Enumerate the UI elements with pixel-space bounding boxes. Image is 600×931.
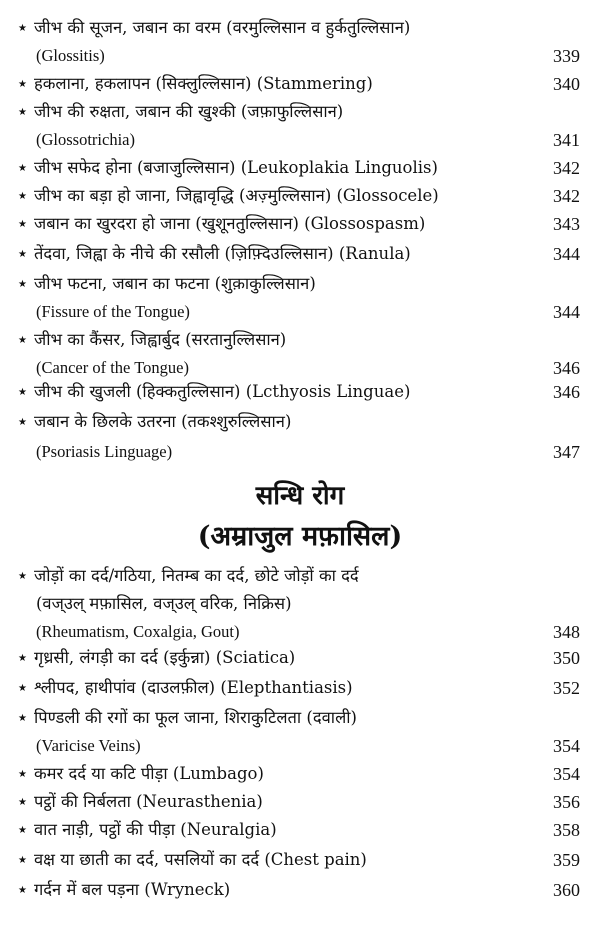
page-number: 352 bbox=[553, 678, 580, 698]
entry-title: गृध्रसी, लंगड़ी का दर्द (इर्कुन्ना) (Sciatica) bbox=[34, 648, 296, 667]
page-number: 340 bbox=[553, 74, 580, 94]
toc-entry-sciatica bbox=[18, 648, 580, 676]
star-bullet-icon: ★ bbox=[18, 219, 27, 230]
star-bullet-icon: ★ bbox=[18, 713, 27, 724]
entry-title: श्लीपद, हाथीपांव (दाउलफ़ील) (Elepthantiasis) bbox=[34, 678, 353, 697]
star-bullet-icon: ★ bbox=[18, 23, 27, 34]
toc-entry-glossocele bbox=[18, 186, 580, 214]
toc-entry-cancer bbox=[18, 330, 580, 386]
toc-entry-rheumatism bbox=[18, 566, 580, 650]
entry-title: जबान के छिलके उतरना (तकश्शुरुल्लिसान) bbox=[34, 412, 292, 431]
page-number: 359 bbox=[553, 850, 580, 870]
toc-entry-lumbago bbox=[18, 764, 580, 792]
entry-title: कमर दर्द या कटि पीड़ा (Lumbago) bbox=[34, 764, 264, 783]
star-bullet-icon: ★ bbox=[18, 79, 27, 90]
page-number: 354 bbox=[553, 736, 580, 756]
toc-entry-stammering bbox=[18, 74, 580, 102]
entry-title: तेंदवा, जिह्वा के नीचे की रसौली (ज़िफ़्दिउल्लिसान) (Ranula) bbox=[34, 244, 411, 263]
entry-title: हकलाना, हकलापन (सिक्लुल्लिसान) (Stammering) bbox=[34, 74, 373, 93]
page-number: 341 bbox=[553, 130, 580, 150]
page-number: 346 bbox=[553, 358, 580, 378]
star-bullet-icon: ★ bbox=[18, 769, 27, 780]
page-number: 360 bbox=[553, 880, 580, 900]
page-number: 346 bbox=[553, 382, 580, 402]
star-bullet-icon: ★ bbox=[18, 797, 27, 808]
toc-entry-glossotrichia bbox=[18, 102, 580, 158]
toc-entry-glossitis bbox=[18, 18, 580, 74]
page-number: 358 bbox=[553, 820, 580, 840]
star-bullet-icon: ★ bbox=[18, 279, 27, 290]
star-bullet-icon: ★ bbox=[18, 571, 27, 582]
entry-subtitle: (Glossotrichia) bbox=[36, 130, 135, 149]
star-bullet-icon: ★ bbox=[18, 653, 27, 664]
section-subtitle: (अम्राजुल मफ़ासिल) bbox=[197, 521, 403, 552]
toc-entry-chest-pain bbox=[18, 850, 580, 878]
page-number: 339 bbox=[553, 46, 580, 66]
star-bullet-icon: ★ bbox=[18, 387, 27, 398]
entry-title: जीभ की रुक्षता, जबान की खुश्की (जफ़ाफुल्लिसान) bbox=[34, 102, 344, 121]
entry-title: जबान का खुरदरा हो जाना (खुशूनतुल्लिसान) (Glossospasm) bbox=[34, 214, 426, 233]
star-bullet-icon: ★ bbox=[18, 683, 27, 694]
entry-title: जीभ की खुजली (हिक्कतुल्लिसान) (Lcthyosis Linguae) bbox=[34, 382, 411, 401]
entry-subtitle-english: (Rheumatism, Coxalgia, Gout) bbox=[36, 622, 240, 641]
entry-subtitle: (Psoriasis Linguage) bbox=[36, 442, 173, 461]
entry-title: जोड़ों का दर्द/गठिया, नितम्ब का दर्द, छोटे जोड़ों का दर्द bbox=[34, 566, 359, 585]
page-number: 356 bbox=[553, 792, 580, 812]
toc-entry-glossospasm bbox=[18, 214, 580, 242]
entry-subtitle: (Cancer of the Tongue) bbox=[36, 358, 189, 377]
entry-title: जीभ का कैंसर, जिह्वार्बुद (सरतानुल्लिसान) bbox=[34, 330, 287, 349]
toc-entry-varicose bbox=[18, 708, 580, 764]
entry-title: जीभ का बड़ा हो जाना, जिह्वावृद्धि (अज़्मुल्लिसान) (Glossocele) bbox=[34, 186, 439, 205]
toc-entry-leukoplakia bbox=[18, 158, 580, 186]
star-bullet-icon: ★ bbox=[18, 855, 27, 866]
star-bullet-icon: ★ bbox=[18, 249, 27, 260]
page-number: 343 bbox=[553, 214, 580, 234]
entry-title: वक्ष या छाती का दर्द, पसलियों का दर्द (Chest pain) bbox=[34, 850, 367, 869]
star-bullet-icon: ★ bbox=[18, 163, 27, 174]
star-bullet-icon: ★ bbox=[18, 885, 27, 896]
page-number: 347 bbox=[553, 442, 580, 462]
page-number: 344 bbox=[553, 244, 580, 264]
page-number: 342 bbox=[553, 158, 580, 178]
section-title: सन्धि रोग bbox=[255, 481, 345, 511]
entry-title: पट्ठों की निर्बलता (Neurasthenia) bbox=[34, 792, 263, 811]
toc-entry-elephantiasis bbox=[18, 678, 580, 706]
page-number: 354 bbox=[553, 764, 580, 784]
page-number: 350 bbox=[553, 648, 580, 668]
entry-subtitle: (Varicise Veins) bbox=[36, 736, 141, 755]
toc-entry-ranula bbox=[18, 244, 580, 272]
star-bullet-icon: ★ bbox=[18, 107, 27, 118]
entry-title: पिण्डली की रगों का फूल जाना, शिराकुटिलता (दवाली) bbox=[34, 708, 357, 727]
page-number: 342 bbox=[553, 186, 580, 206]
toc-entry-ichthyosis bbox=[18, 382, 580, 410]
entry-subtitle: (Fissure of the Tongue) bbox=[36, 302, 190, 321]
star-bullet-icon: ★ bbox=[18, 825, 27, 836]
entry-title: जीभ सफेद होना (बजाजुल्लिसान) (Leukoplakia Linguolis) bbox=[34, 158, 438, 177]
entry-subtitle: (वज्उल् मफ़ासिल, वज्उल् वरिक, निक्रिस) bbox=[36, 594, 292, 613]
page-number: 348 bbox=[553, 622, 580, 642]
toc-entry-neurasthenia bbox=[18, 792, 580, 820]
entry-subtitle: (Glossitis) bbox=[36, 46, 105, 65]
entry-title: गर्दन में बल पड़ना (Wryneck) bbox=[34, 880, 231, 899]
toc-entry-fissure bbox=[18, 274, 580, 330]
entry-title: जीभ फटना, जबान का फटना (शुक़ाकुल्लिसान) bbox=[34, 274, 316, 293]
page-number: 344 bbox=[553, 302, 580, 322]
star-bullet-icon: ★ bbox=[18, 191, 27, 202]
toc-entry-psoriasis bbox=[18, 412, 580, 470]
toc-entry-wryneck bbox=[18, 880, 580, 908]
toc-entry-neuralgia bbox=[18, 820, 580, 848]
star-bullet-icon: ★ bbox=[18, 417, 27, 428]
entry-title: वात नाड़ी, पट्ठों की पीड़ा (Neuralgia) bbox=[34, 820, 277, 839]
entry-title: जीभ की सूजन, जबान का वरम (वरमुल्लिसान व हुर्कतुल्लिसान) bbox=[34, 18, 411, 37]
star-bullet-icon: ★ bbox=[18, 335, 27, 346]
